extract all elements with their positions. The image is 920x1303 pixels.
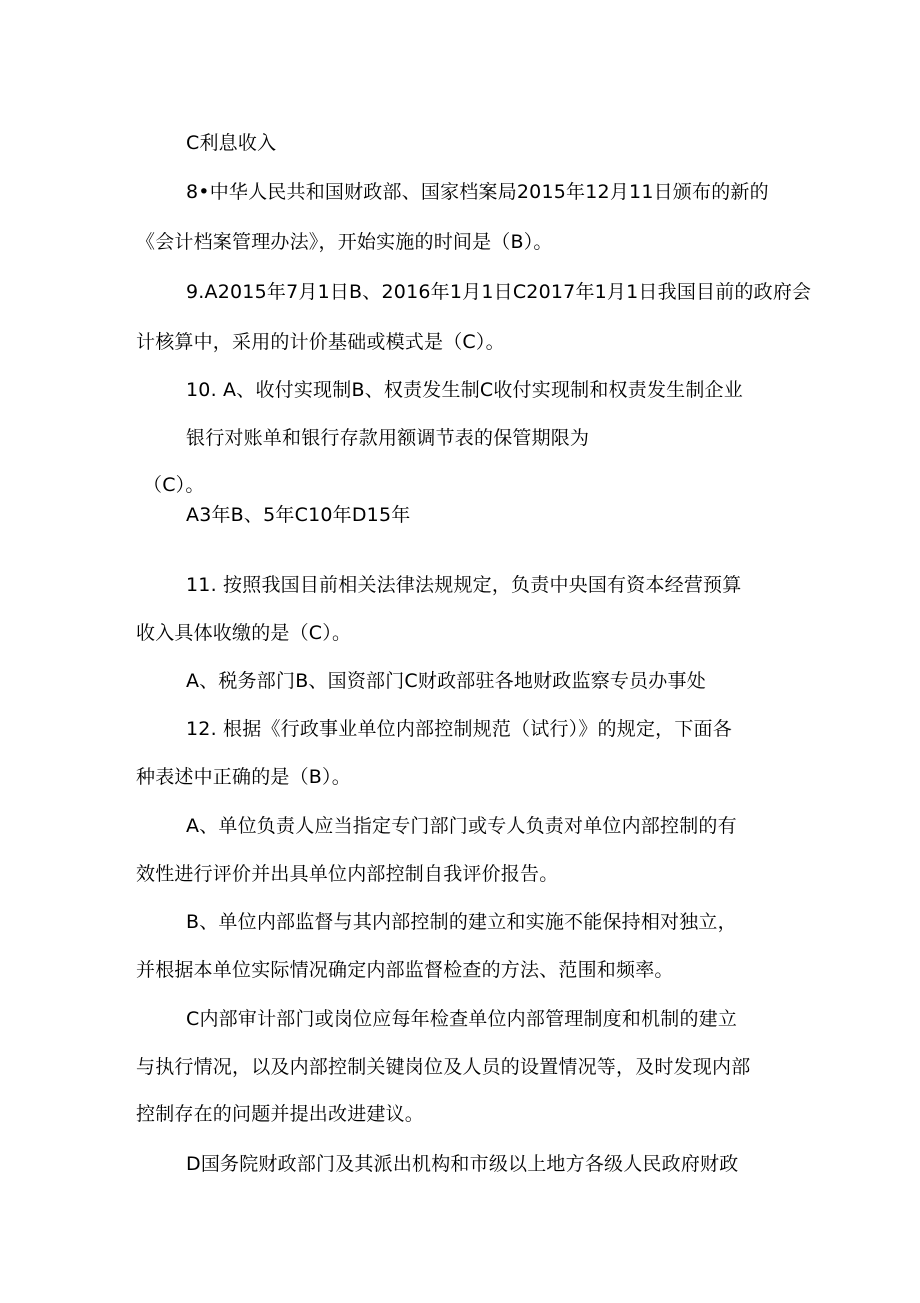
text-line-q9: 9.A2015年7月1日B、2016年1月1日C2017年1月1日我国目前的政府会 bbox=[186, 281, 812, 303]
text-line-q9-cont: 计核算中，采用的计价基础或模式是（C）。 bbox=[136, 331, 505, 353]
text-line-q10: 10. A、收付实现制B、权责发生制C收付实现制和权责发生制企业 bbox=[186, 379, 743, 401]
text-line-q11-cont: 收入具体收缴的是（C）。 bbox=[136, 622, 352, 644]
text-line-c-interest-income: C利息收入 bbox=[186, 132, 277, 154]
text-line-q10-options: A3年B、5年C10年D15年 bbox=[186, 504, 411, 526]
text-line-q12-option-c-cont-1: 与执行情况，以及内部控制关键岗位及人员的设置情况等，及时发现内部 bbox=[136, 1056, 751, 1078]
text-line-q12-option-c: C内部审计部门或岗位应每年检查单位内部管理制度和机制的建立 bbox=[186, 1008, 738, 1030]
text-line-q12-option-b: B、单位内部监督与其内部控制的建立和实施不能保持相对独立， bbox=[186, 911, 737, 933]
text-line-q12-cont: 种表述中正确的是（B）。 bbox=[136, 766, 351, 788]
text-line-q12-option-a-cont: 效性进行评价并出具单位内部控制自我评价报告。 bbox=[136, 863, 559, 885]
text-line-q10-cont: 银行对账单和银行存款用额调节表的保管期限为 bbox=[186, 427, 590, 449]
text-line-q11-options: A、税务部门B、国资部门C财政部驻各地财政监察专员办事处 bbox=[186, 670, 706, 692]
text-line-q10-answer: （C）。 bbox=[143, 474, 205, 496]
text-line-q12: 12. 根据《行政事业单位内部控制规范（试行）》的规定，下面各 bbox=[186, 718, 732, 740]
text-line-q8-cont: 《会计档案管理办法》，开始实施的时间是（B）。 bbox=[136, 231, 553, 253]
text-line-q12-option-c-cont-2: 控制存在的问题并提出改进建议。 bbox=[136, 1103, 425, 1125]
text-line-q12-option-b-cont: 并根据本单位实际情况确定内部监督检查的方法、范围和频率。 bbox=[136, 959, 674, 981]
text-line-q12-option-a: A、单位负责人应当指定专门部门或专人负责对单位内部控制的有 bbox=[186, 815, 737, 837]
text-line-q8: 8•中华人民共和国财政部、国家档案局2015年12月11日颁布的新的 bbox=[186, 181, 769, 203]
text-line-q12-option-d: D国务院财政部门及其派出机构和市级以上地方各级人民政府财政 bbox=[186, 1153, 739, 1175]
text-line-q11: 11. 按照我国目前相关法律法规规定，负责中央国有资本经营预算 bbox=[186, 574, 742, 596]
